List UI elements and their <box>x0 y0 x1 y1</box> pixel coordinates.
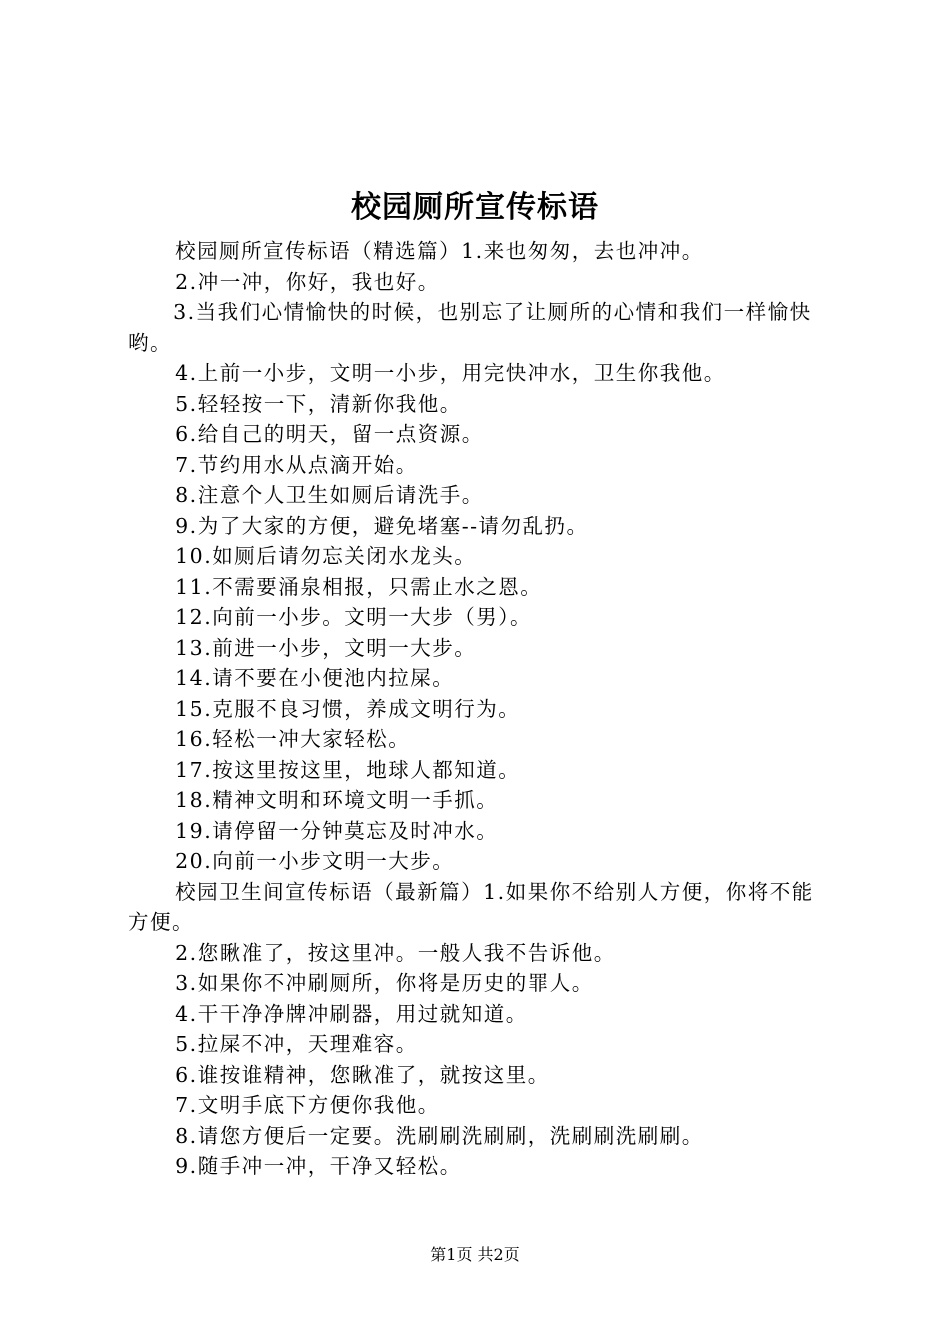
paragraph: 5.拉屎不冲，天理难容。 <box>175 1032 418 1056</box>
paragraph: 19.请停留一分钟莫忘及时冲水。 <box>175 818 499 843</box>
paragraph: 3.如果你不冲刷厕所，你将是历史的罪人。 <box>175 971 594 995</box>
paragraph: 14.请不要在小便池内拉屎。 <box>175 666 455 690</box>
paragraph: 8.注意个人卫生如厕后请洗手。 <box>175 483 484 507</box>
paragraph: 4.上前一小步，文明一小步，用完快冲水，卫生你我他。 <box>175 361 726 385</box>
paragraph: 15.克服不良习惯，养成文明行为。 <box>175 696 521 721</box>
paragraph: 3.当我们心情愉快的时候，也别忘了让厕所的心情和我们一样愉快哟。 <box>128 300 812 355</box>
paragraph: 16.轻松一冲大家轻松。 <box>175 727 411 751</box>
paragraph: 5.轻轻按一下，清新你我他。 <box>175 391 462 416</box>
document-title: 校园厕所宣传标语 <box>351 190 599 225</box>
paragraph: 7.节约用水从点滴开始。 <box>175 452 418 477</box>
paragraph: 10.如厕后请勿忘关闭水龙头。 <box>175 544 477 568</box>
paragraph: 9.随手冲一冲，干净又轻松。 <box>175 1154 462 1178</box>
paragraph: 2.您瞅准了，按这里冲。一般人我不告诉他。 <box>175 940 616 965</box>
paragraph: 6.给自己的明天，留一点资源。 <box>175 422 484 446</box>
paragraph: 6.谁按谁精神，您瞅准了，就按这里。 <box>175 1062 550 1087</box>
paragraph: 4.干干净净牌冲刷器，用过就知道。 <box>175 1001 528 1026</box>
paragraph: 18.精神文明和环境文明一手抓。 <box>175 788 499 812</box>
paragraph: 9.为了大家的方便，避免堵塞--请勿乱扔。 <box>175 513 589 538</box>
paragraph: 12.向前一小步。文明一大步（男）。 <box>175 605 532 629</box>
paragraph: 校园卫生间宣传标语（最新篇）1.如果你不给别人方便，你将不能方便。 <box>128 879 814 934</box>
document-body <box>128 236 834 1182</box>
paragraph: 20.向前一小步文明一大步。 <box>175 849 455 873</box>
paragraph: 校园厕所宣传标语（精选篇）1.来也匆匆，去也冲冲。 <box>175 239 704 263</box>
paragraph: 11.不需要涌泉相报，只需止水之恩。 <box>175 574 543 599</box>
page-indicator: 第1页 共2页 <box>430 1245 520 1264</box>
paragraph: 17.按这里按这里，地球人都知道。 <box>175 757 521 782</box>
paragraph: 8.请您方便后一定要。洗刷刷洗刷刷，洗刷刷洗刷刷。 <box>175 1123 704 1148</box>
paragraph: 13.前进一小步，文明一大步。 <box>175 635 477 660</box>
paragraph: 7.文明手底下方便你我他。 <box>175 1093 440 1117</box>
paragraph: 2.冲一冲，你好，我也好。 <box>175 269 440 294</box>
